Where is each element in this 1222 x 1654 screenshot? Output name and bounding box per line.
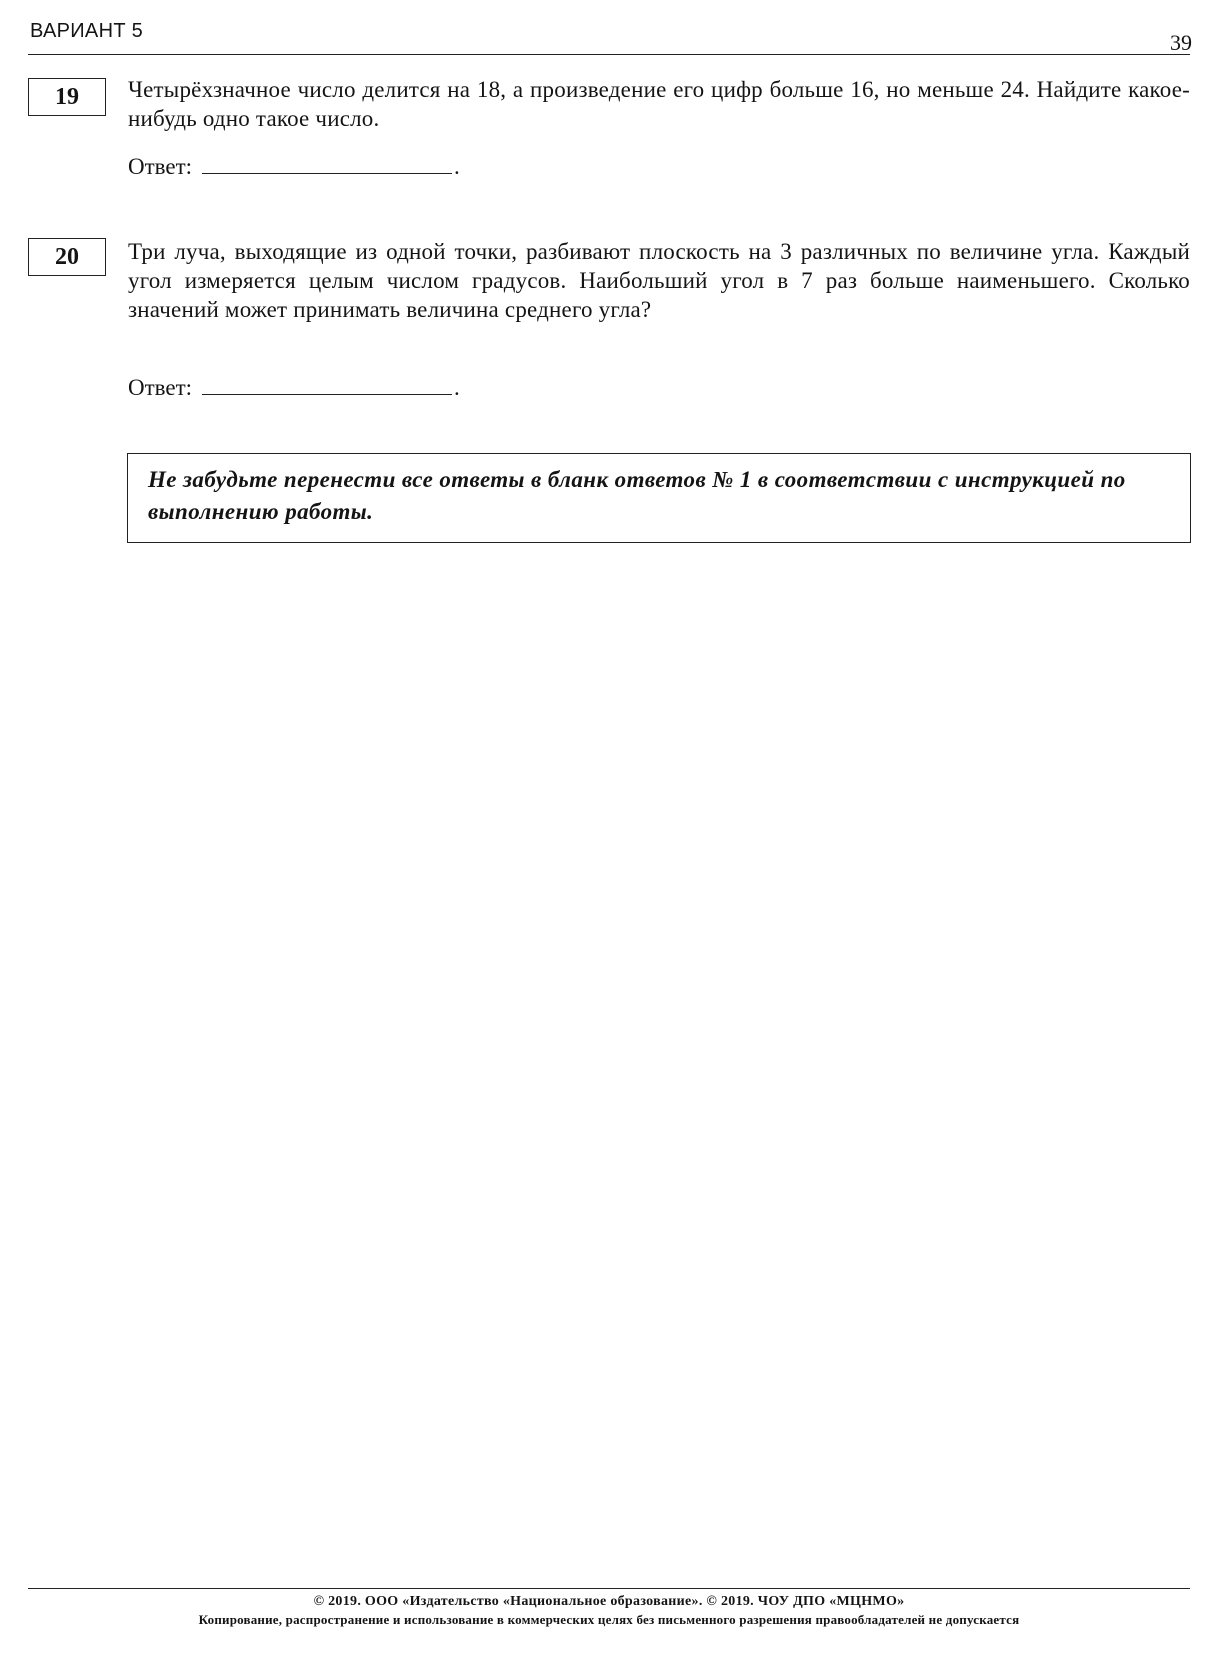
reminder-box: Не забудьте перенести все ответы в бланк ответов № 1 в соответствии с инструкцией по выполнению работы. xyxy=(127,453,1191,543)
answer-row-20 xyxy=(128,373,460,402)
answer-field-19[interactable] xyxy=(202,172,452,174)
answer-label-19: Ответ: xyxy=(128,154,193,179)
task-number-20: 20 xyxy=(28,238,106,276)
answer-label-20: Ответ: xyxy=(128,375,193,400)
task-text-20: Три луча, выходящие из одной точки, разбивают плоскость на 3 различных по величине угла. Каждый угол измеряется целым числом градусов. Наибольший угол в 7 раз больше наименьшего. Сколько значений может принимать величина среднего угла? xyxy=(128,239,1190,322)
answer-period-20: . xyxy=(454,375,460,400)
variant-title: ВАРИАНТ 5 xyxy=(30,20,144,42)
header-divider xyxy=(28,54,1190,55)
answer-field-20[interactable] xyxy=(202,393,452,395)
task-number-19: 19 xyxy=(28,78,106,116)
answer-period-19: . xyxy=(454,154,460,179)
footer-copyright: © 2019. ООО «Издательство «Национальное образование». © 2019. ЧОУ ДПО «МЦНМО» xyxy=(313,1594,905,1609)
footer-notice: Копирование, распространение и использование в коммерческих целях без письменного разрешения правообладателей не допускается xyxy=(198,1612,1020,1627)
page-number: 39 xyxy=(1170,30,1192,55)
task-text-19: Четырёхзначное число делится на 18, а произведение его цифр больше 16, но меньше 24. Найдите какое-нибудь одно такое число. xyxy=(128,77,1190,131)
footer-divider xyxy=(28,1588,1190,1589)
answer-row-19 xyxy=(128,152,460,181)
